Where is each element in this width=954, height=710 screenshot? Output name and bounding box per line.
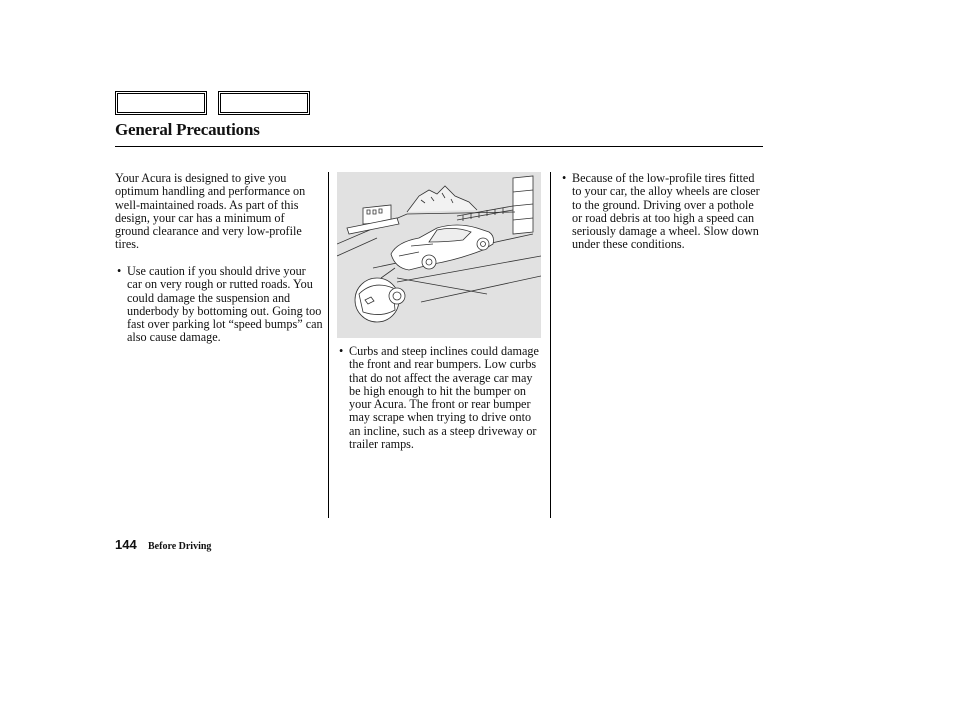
bullet-dot: • — [117, 264, 122, 278]
bullet-dot: • — [339, 344, 344, 358]
curbs-inclines-bullet — [337, 345, 545, 451]
bullet-dot: • — [562, 171, 567, 185]
intro-paragraph: Your Acura is designed to give you optimum handling and performance on well-maintained roads. As part of this design, your car has a minimum of ground clearance and very low-profile tires. — [115, 171, 306, 252]
column-divider-2 — [550, 172, 551, 518]
page-number: 144 — [115, 537, 137, 552]
title-rule — [115, 146, 763, 147]
nav-box-left[interactable] — [115, 91, 207, 115]
column-divider-1 — [328, 172, 329, 518]
low-profile-tires-text: Because of the low-profile tires fitted to your car, the alloy wheels are closer to the ground. Driving over a pothole or road debris at too high a speed can seriously damage a wheel. Slow down under these conditions. — [572, 171, 760, 252]
car-on-driveway-incline-illustration — [337, 172, 541, 338]
nav-box-right[interactable] — [218, 91, 310, 115]
page-title: General Precautions — [115, 120, 260, 139]
curbs-inclines-text: Curbs and steep inclines could damage the front and rear bumpers. Low curbs that do not affect the average car may be high enough to hit the bumper on your Acura. The front or rear bumper may scrape when trying to drive onto an incline, such as a steep driveway or trailer ramps. — [349, 344, 539, 452]
rough-roads-bullet — [115, 265, 323, 345]
section-name: Before Driving — [148, 541, 212, 552]
low-profile-tires-bullet — [560, 172, 764, 252]
rough-roads-text: Use caution if you should drive your car on very rough or rutted roads. You could damage the suspension and underbody by bottoming out. Going too fast over parking lot “speed bumps” can also cause damage. — [127, 264, 323, 345]
illustration-drawing — [337, 172, 541, 338]
